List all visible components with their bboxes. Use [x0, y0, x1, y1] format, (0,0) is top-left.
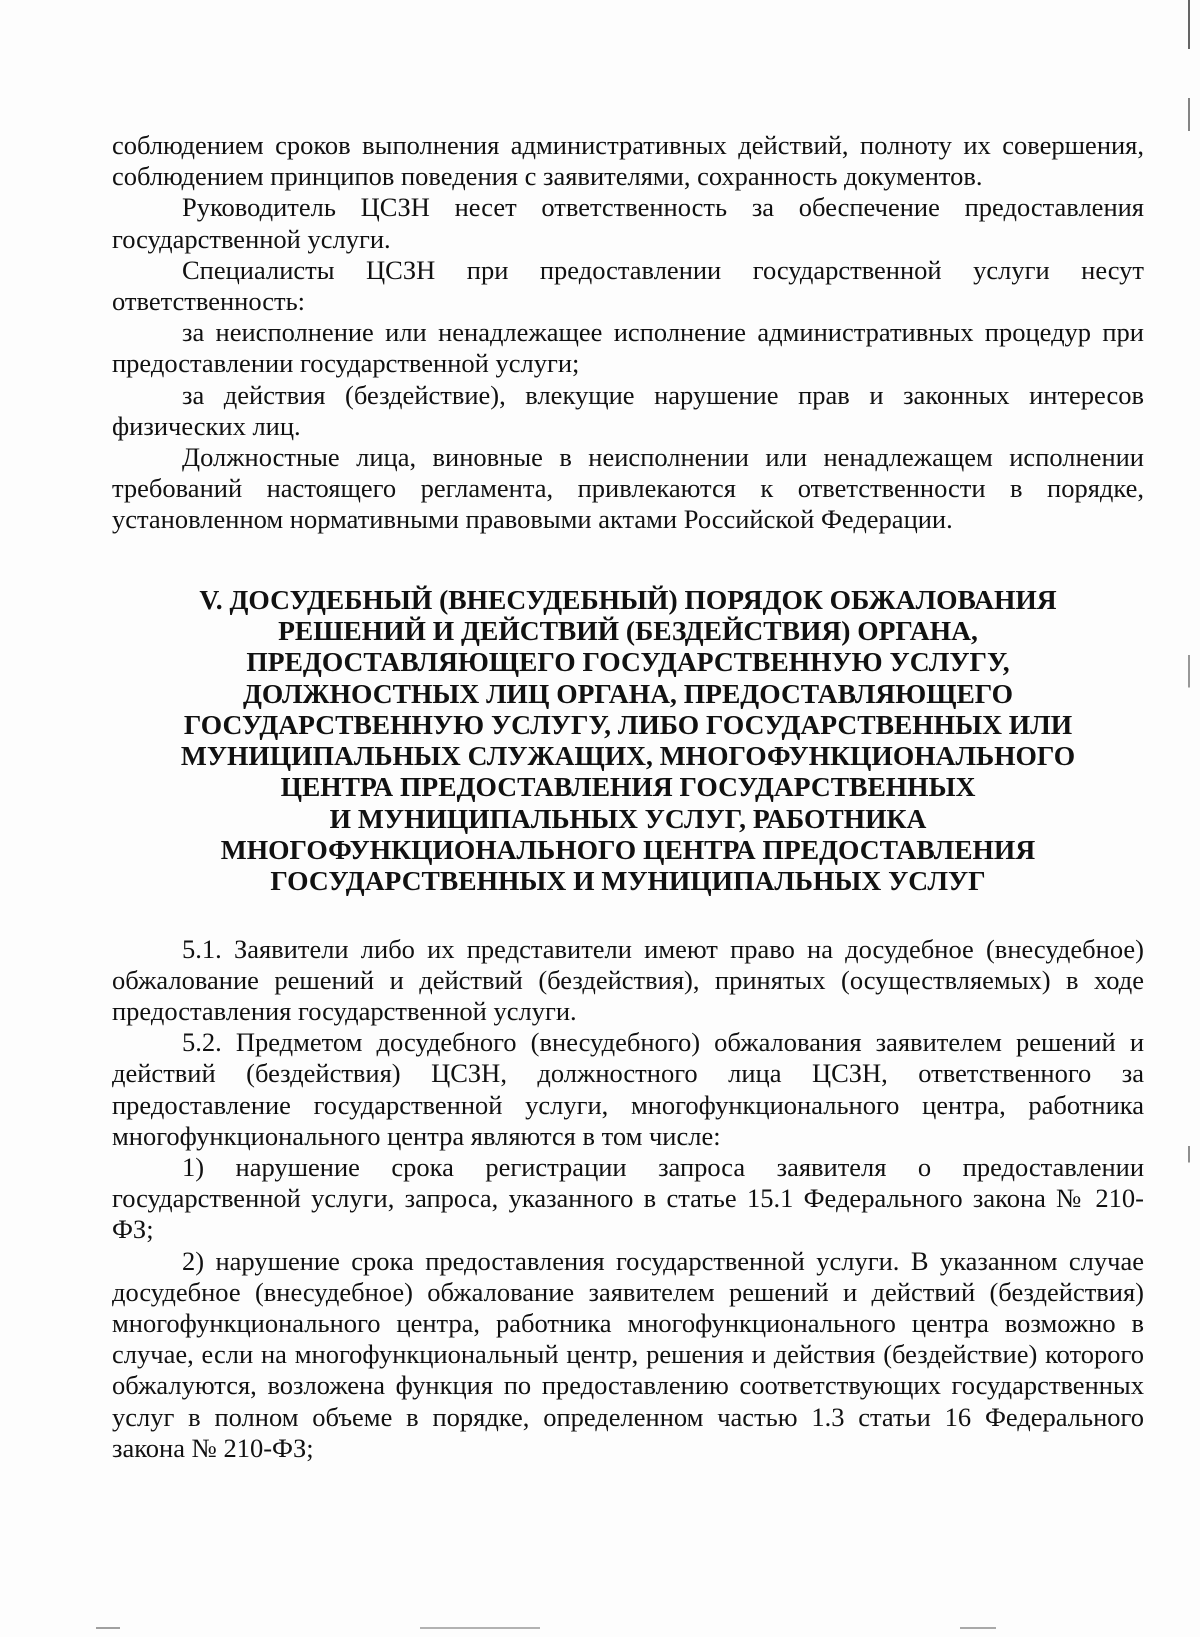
heading-line: V. ДОСУДЕБНЫЙ (ВНЕСУДЕБНЫЙ) ПОРЯДОК ОБЖАЛОВАНИЯ [199, 583, 1057, 615]
document-body [112, 130, 1144, 1464]
paragraph: за действия (бездействие), влекущие нарушение прав и законных интересов физических лиц. [112, 379, 1144, 441]
paragraph: 5.1. Заявители либо их представители имеют право на досудебное (внесудебное) обжалование решений и действий (бездействия), принятых (осуществляемых) в ходе предоставления государственной услуги. [112, 933, 1144, 1027]
heading-line: РЕШЕНИЙ И ДЕЙСТВИЙ (БЕЗДЕЙСТВИЯ) ОРГАНА, [278, 614, 978, 646]
paragraph: Должностные лица, виновные в неисполнении или ненадлежащем исполнении требований настоящего регламента, привлекаются к ответственности в порядке, установленном нормативными правовыми актами Российской Федерации. [112, 442, 1144, 535]
paragraph: Руководитель ЦСЗН несет ответственность за обеспечение предоставления государственной услуги. [112, 192, 1144, 254]
heading-line: ЦЕНТРА ПРЕДОСТАВЛЕНИЯ ГОСУДАРСТВЕННЫХ [280, 771, 976, 803]
scan-edge-bottom [0, 1627, 1200, 1629]
paragraph: 1) нарушение срока регистрации запроса заявителя о предоставлении государственной услуги, запроса, указанного в статье 15.1 Федерального закона № 210-ФЗ; [112, 1152, 1144, 1245]
heading-line: ГОСУДАРСТВЕННУЮ УСЛУГУ, ЛИБО ГОСУДАРСТВЕННЫХ ИЛИ [183, 708, 1073, 740]
scan-edge-right [1188, 0, 1190, 1637]
paragraph: соблюдением сроков выполнения административных действий, полноту их совершения, соблюдением принципов поведения с заявителями, сохранность документов. [112, 130, 1144, 192]
paragraph: Специалисты ЦСЗН при предоставлении государственной услуги несут ответственность: [112, 254, 1144, 317]
paragraph: 5.2. Предметом досудебного (внесудебного) обжалования заявителем решений и действий (бездействия) ЦСЗН, должностного лица ЦСЗН, ответственного за предоставление государственной услуги, многофункционального центра, работника многофункционального центра являются в том числе: [112, 1027, 1144, 1151]
heading-line: МНОГОФУНКЦИОНАЛЬНОГО ЦЕНТРА ПРЕДОСТАВЛЕНИЯ [220, 834, 1036, 866]
heading-line: И МУНИЦИПАЛЬНЫХ УСЛУГ, РАБОТНИКА [329, 802, 927, 834]
heading-line: ДОЛЖНОСТНЫХ ЛИЦ ОРГАНА, ПРЕДОСТАВЛЯЮЩЕГО [243, 677, 1013, 709]
paragraph: за неисполнение или ненадлежащее исполнение административных процедур при предоставлении государственной услуги; [112, 317, 1144, 379]
paragraph: 2) нарушение срока предоставления государственной услуги. В указанном случае досудебное (внесудебное) обжалование заявителем решений и действий (бездействия) многофункционального центра, работника многофункционального центра возможно в случае, если на многофункциональный центр, решения и действия (бездействие) которого обжалуются, возложена функция по предоставлению соответствующих государственных услуг в полном объеме в порядке, определенном частью 1.3 статьи 16 Федерального закона № 210-ФЗ; [112, 1245, 1144, 1463]
section-heading [112, 584, 1144, 897]
heading-line: ГОСУДАРСТВЕННЫХ И МУНИЦИПАЛЬНЫХ УСЛУГ [270, 865, 986, 897]
heading-line: ПРЕДОСТАВЛЯЮЩЕГО ГОСУДАРСТВЕННУЮ УСЛУГУ, [246, 646, 1010, 678]
heading-line: МУНИЦИПАЛЬНЫХ СЛУЖАЩИХ, МНОГОФУНКЦИОНАЛЬНОГО [180, 740, 1076, 772]
